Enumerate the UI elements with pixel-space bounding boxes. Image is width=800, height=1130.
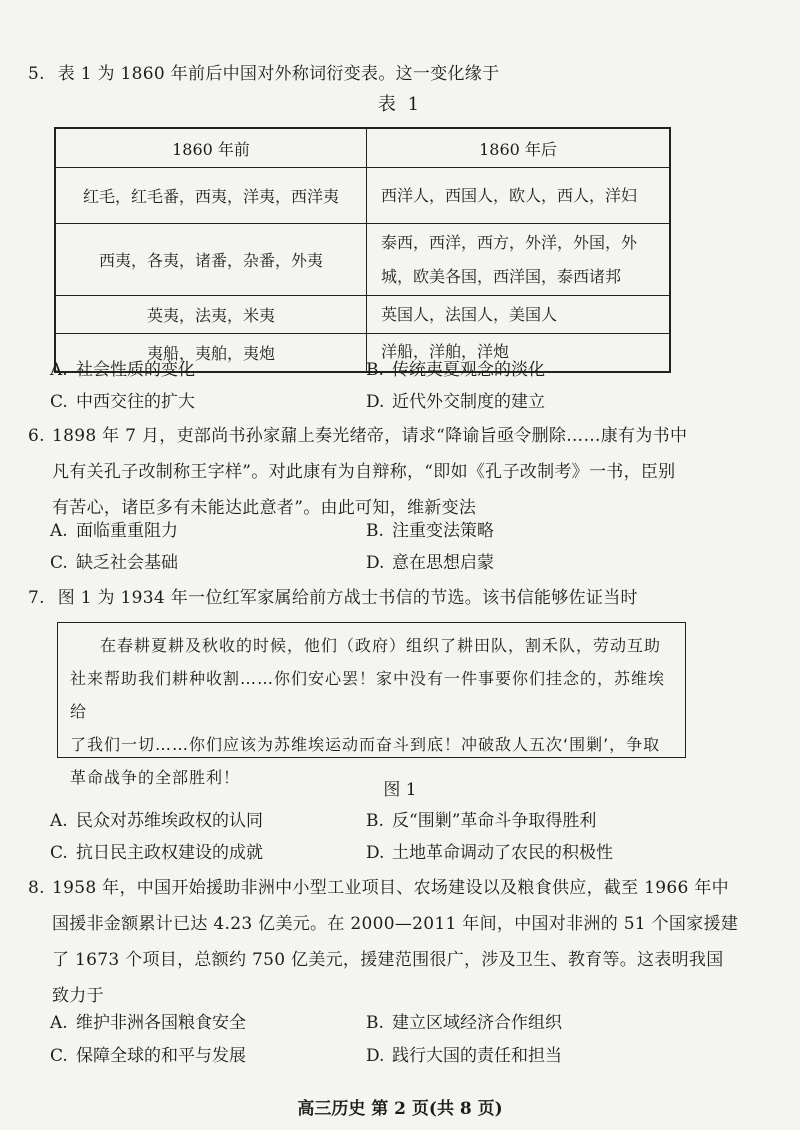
option-letter: A. [50, 521, 68, 541]
option-text: 缺乏社会基础 [76, 553, 178, 573]
option-letter: B. [366, 1013, 384, 1033]
question-text-line: 致力于 [52, 986, 104, 1006]
question-6-stem [28, 418, 768, 526]
figure-caption: 图 1 [383, 780, 417, 800]
question-5-stem [28, 56, 768, 92]
option-letter: D. [366, 843, 385, 863]
question-text-line: 有苦心，诸臣多有未能达此意者”。由此可知，维新变法 [52, 498, 477, 518]
table-header-after: 1860 年后 [367, 128, 671, 168]
question-7-stem [28, 580, 768, 616]
table-row [55, 168, 670, 224]
question-8-stem [28, 870, 768, 1014]
option-text: 意在思想启蒙 [392, 553, 494, 573]
option-d[interactable] [366, 1043, 562, 1069]
option-text: 维护非洲各国粮食安全 [76, 1013, 246, 1033]
table-cell: 西夷，各夷，诸番，杂番，外夷 [55, 224, 367, 296]
option-text: 建立区域经济合作组织 [392, 1013, 562, 1033]
question-text: 图 1 为 1934 年一位红军家属给前方战士书信的节选。该书信能够佐证当时 [57, 588, 638, 608]
question-text-line: 1958 年，中国开始援助非洲中小型工业项目、农场建设以及粮食供应，截至 1966 年中 [52, 878, 729, 898]
table-header-row [55, 128, 670, 168]
option-letter: D. [366, 1046, 385, 1066]
option-c[interactable] [50, 840, 263, 866]
option-text: 面临重重阻力 [76, 521, 178, 541]
option-letter: A. [50, 360, 68, 380]
option-text: 反“围剿”革命斗争取得胜利 [392, 811, 597, 831]
option-a[interactable] [50, 357, 195, 383]
letter-line: 在春耕夏耕及秋收的时候，他们（政府）组织了耕田队，割禾队，劳动互助 [100, 636, 662, 655]
question-number: 8. [28, 878, 45, 898]
table-cell: 英国人，法国人，美国人 [367, 296, 671, 334]
option-d[interactable] [366, 550, 494, 576]
option-letter: A. [50, 1013, 68, 1033]
option-text: 传统夷夏观念的淡化 [392, 360, 545, 380]
letter-line: 社来帮助我们耕种收割……你们安心罢！家中没有一件事要你们挂念的，苏维埃给 [70, 669, 666, 721]
letter-line: 了我们一切……你们应该为苏维埃运动而奋斗到底！冲破敌人五次‘围剿’，争取 [70, 735, 661, 754]
table-cell: 洋船，洋舶，洋炮 [367, 334, 671, 372]
option-d[interactable] [366, 840, 613, 866]
table-row [55, 296, 670, 334]
comparison-table [54, 127, 671, 373]
question-text: 表 1 为 1860 年前后中国对外称词衍变表。这一变化缘于 [57, 64, 500, 84]
table-cell: 红毛，红毛番，西夷，洋夷，西洋夷 [55, 168, 367, 224]
letter-excerpt-box [57, 622, 686, 787]
option-text: 注重变法策略 [392, 521, 494, 541]
question-text-line: 国援非金额累计已达 4.23 亿美元。在 2000—2011 年间，中国对非洲的 51 个国家援建 [52, 914, 739, 934]
table-row [55, 224, 670, 296]
option-a[interactable] [50, 808, 263, 834]
table-cell: 泰西，西洋，西方，外洋，外国，外城，欧美各国，西洋国，泰西诸邦 [367, 224, 671, 296]
table-header-before: 1860 年前 [55, 128, 367, 168]
question-text-line: 凡有关孔子改制称王字样”。对此康有为自辩称，“即如《孔子改制考》一书，臣别 [52, 462, 676, 482]
option-letter: C. [50, 392, 68, 412]
option-text: 践行大国的责任和担当 [392, 1046, 562, 1066]
option-letter: B. [366, 360, 384, 380]
question-number: 6. [28, 426, 45, 446]
table-cell: 夷船，夷舶，夷炮 [55, 334, 367, 372]
option-c[interactable] [50, 550, 178, 576]
option-text: 社会性质的变化 [76, 360, 195, 380]
option-a[interactable] [50, 518, 178, 544]
option-letter: C. [50, 843, 68, 863]
option-letter: D. [366, 392, 385, 412]
question-text-line: 1898 年 7 月，吏部尚书孙家鼐上奏光绪帝，请求“降谕旨亟令删除……康有为书中 [52, 426, 688, 446]
option-text: 近代外交制度的建立 [392, 392, 545, 412]
option-c[interactable] [50, 1043, 246, 1069]
option-d[interactable] [366, 389, 545, 415]
option-text: 中西交往的扩大 [76, 392, 195, 412]
option-letter: A. [50, 811, 68, 831]
option-letter: B. [366, 521, 384, 541]
option-text: 民众对苏维埃政权的认同 [76, 811, 263, 831]
question-number: 5. [28, 64, 45, 84]
option-text: 土地革命调动了农民的积极性 [392, 843, 613, 863]
option-text: 抗日民主政权建设的成就 [76, 843, 263, 863]
question-text-line: 了 1673 个项目，总额约 750 亿美元，援建范围很广，涉及卫生、教育等。这表明我国 [52, 950, 724, 970]
option-letter: D. [366, 553, 385, 573]
option-letter: B. [366, 811, 384, 831]
page-footer: 高三历史 第 2 页(共 8 页) [297, 1099, 503, 1119]
letter-line: 革命战争的全部胜利！ [70, 768, 241, 787]
option-b[interactable] [366, 808, 596, 834]
option-b[interactable] [366, 518, 494, 544]
table-caption: 表 1 [377, 94, 423, 115]
option-letter: C. [50, 1046, 68, 1066]
option-b[interactable] [366, 357, 545, 383]
question-number: 7. [28, 588, 45, 608]
option-a[interactable] [50, 1010, 246, 1036]
option-text: 保障全球的和平与发展 [76, 1046, 246, 1066]
option-c[interactable] [50, 389, 195, 415]
table-cell: 英夷，法夷，米夷 [55, 296, 367, 334]
table-cell: 西洋人，西国人，欧人，西人，洋妇 [367, 168, 671, 224]
option-b[interactable] [366, 1010, 562, 1036]
option-letter: C. [50, 553, 68, 573]
